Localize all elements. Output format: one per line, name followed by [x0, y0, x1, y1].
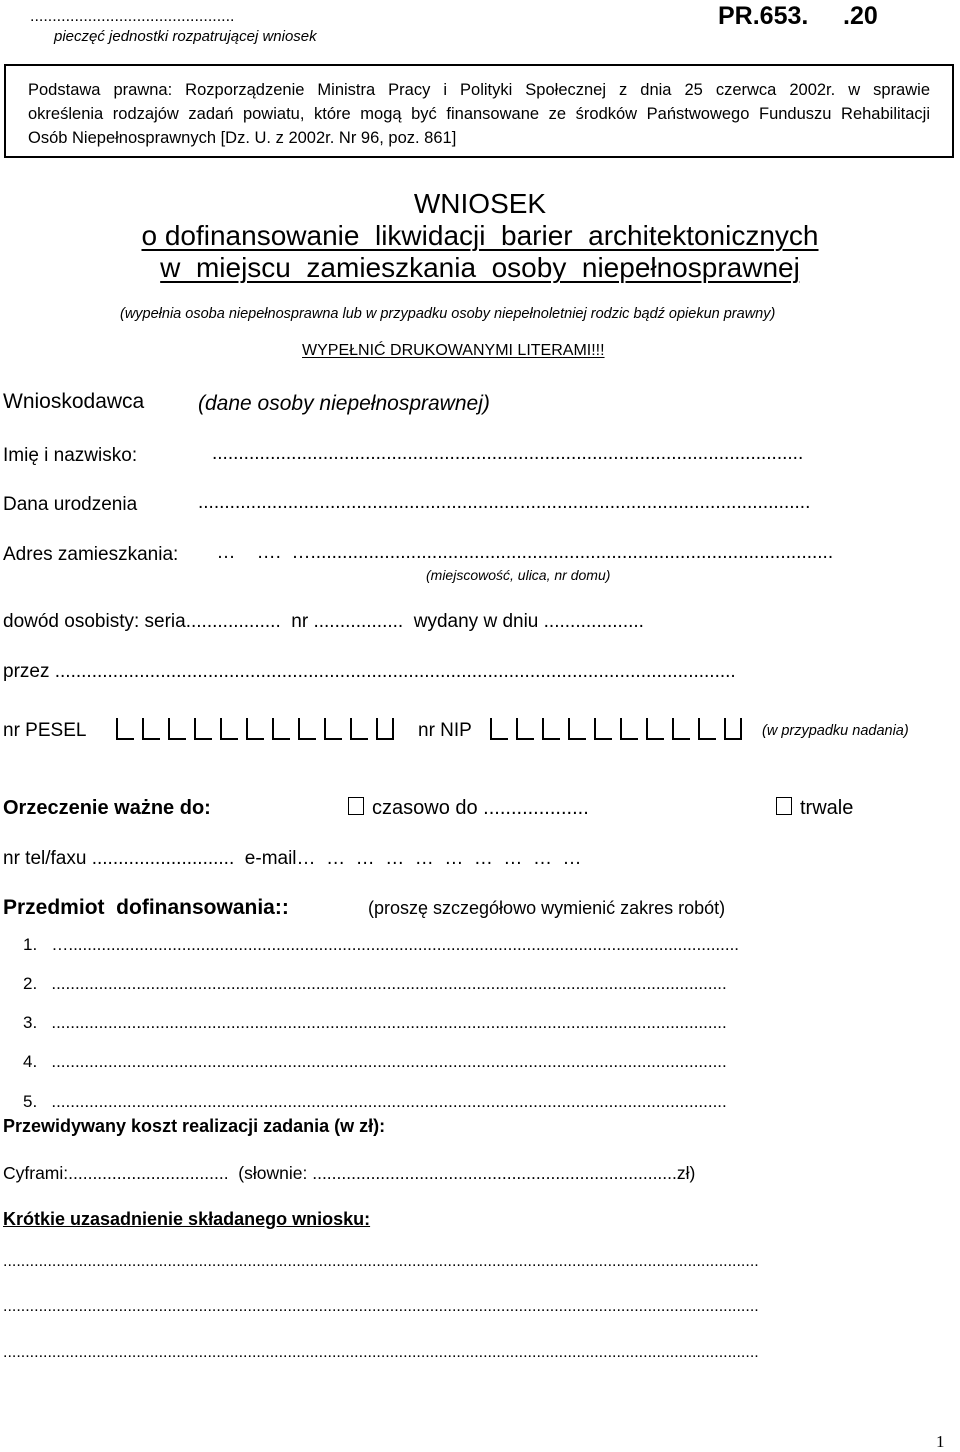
print-notice: WYPEŁNIĆ DRUKOWANYMI LITERAMI!!! [302, 342, 605, 359]
subject-item-1[interactable]: 1. ….............................................................................................................................................. [23, 935, 740, 954]
pesel-digit-box[interactable] [350, 718, 368, 740]
pesel-digit-box[interactable] [142, 718, 160, 740]
checkbox-permanent[interactable] [776, 797, 792, 815]
nip-note: (w przypadku nadania) [762, 723, 909, 739]
permanent-label: trwale [800, 797, 854, 819]
pesel-digit-box[interactable] [116, 718, 134, 740]
address-hint: (miejscowość, ulica, nr domu) [426, 567, 611, 583]
nip-digit-box[interactable] [568, 718, 586, 740]
temporary-label: czasowo do ................... [372, 797, 589, 819]
cost-label: Przewidywany koszt realizacji zadania (w zł): [3, 1116, 386, 1136]
justification-line-1[interactable]: .......................................................................................................................................................................... [3, 1253, 759, 1270]
stamp-label: pieczęć jednostki rozpatrującej wniosek [54, 28, 317, 45]
pesel-boxes[interactable] [116, 716, 402, 740]
legal-basis-box [4, 64, 954, 158]
legal-basis-line-3: Osób Niepełnosprawnych [Dz. U. z 2002r. Nr 96, poz. 861] [28, 129, 457, 147]
justification-label: Krótkie uzasadnienie składanego wniosku: [3, 1209, 371, 1229]
pesel-digit-box[interactable] [324, 718, 342, 740]
subject-item-3[interactable]: 3. ............................................................................................................................................... [23, 1013, 727, 1032]
form-subtitle-line-1: o dofinansowanie likwidacji barier architektonicznych [141, 220, 819, 251]
nip-digit-box[interactable] [646, 718, 664, 740]
subject-item-2[interactable]: 2. ............................................................................................................................................... [23, 974, 727, 993]
pesel-label: nr PESEL [3, 720, 87, 741]
stamp-dots: .............................................. [30, 8, 235, 25]
form-title: WNIOSEK [413, 188, 547, 219]
pesel-digit-box[interactable] [194, 718, 212, 740]
disability-permanent-option[interactable] [776, 797, 853, 820]
name-field[interactable]: ................................................................................................................ [212, 443, 804, 464]
justification-line-3[interactable]: .......................................................................................................................................................................... [3, 1344, 759, 1361]
nip-label: nr NIP [418, 720, 472, 741]
who-fills-note: (wypełnia osoba niepełnosprawna lub w przypadku osoby niepełnoletniej rodzic bądź opiekun prawny) [120, 306, 776, 322]
applicant-section-label: Wnioskodawca [3, 390, 145, 413]
nip-digit-box[interactable] [542, 718, 560, 740]
reference-number: PR.653. .20 [718, 2, 878, 30]
legal-basis-line-1: Podstawa prawna: Rozporządzenie Ministra Pracy i Polityki Społecznej z dnia 25 czerwca 2002r. w sprawie [28, 81, 930, 99]
subject-item-5[interactable]: 5. ............................................................................................................................................... [23, 1092, 727, 1111]
name-label: Imię i nazwisko: [3, 445, 138, 466]
legal-basis-line-2: określenia rodzajów zadań powiatu, które mogą być finansowane ze środków Państwowego Funduszu Rehabilitacji [28, 105, 930, 123]
disability-label: Orzeczenie ważne do: [3, 797, 211, 819]
address-label: Adres zamieszkania: [3, 544, 179, 565]
checkbox-temporary[interactable] [348, 797, 364, 815]
nip-digit-box[interactable] [490, 718, 508, 740]
contact-line[interactable]: nr tel/faxu ........................... e-mail… … … … … … … … … … [3, 848, 582, 869]
page-number: 1 [936, 1432, 945, 1451]
subject-item-4[interactable]: 4. ............................................................................................................................................... [23, 1052, 727, 1071]
form-subtitle-line-2: w miejscu zamieszkania osoby niepełnosprawnej [160, 252, 800, 283]
nip-digit-box[interactable] [672, 718, 690, 740]
pesel-digit-box[interactable] [376, 718, 394, 740]
nip-boxes[interactable] [490, 716, 750, 740]
nip-digit-box[interactable] [698, 718, 716, 740]
nip-digit-box[interactable] [620, 718, 638, 740]
id-issued-by[interactable]: przez ................................................................................................................................. [3, 661, 736, 682]
disability-temporary-option[interactable] [348, 797, 589, 820]
nip-digit-box[interactable] [516, 718, 534, 740]
pesel-digit-box[interactable] [168, 718, 186, 740]
pesel-digit-box[interactable] [220, 718, 238, 740]
subject-label: Przedmiot dofinansowania:: [3, 896, 289, 919]
justification-line-2[interactable]: .......................................................................................................................................................................... [3, 1298, 759, 1315]
birth-date-label: Dana urodzenia [3, 494, 138, 515]
pesel-digit-box[interactable] [246, 718, 264, 740]
id-card-line[interactable]: dowód osobisty: seria.................. nr ................. wydany w dniu ................... [3, 611, 644, 632]
pesel-digit-box[interactable] [298, 718, 316, 740]
pesel-digit-box[interactable] [272, 718, 290, 740]
subject-note: (proszę szczegółowo wymienić zakres robót) [368, 898, 726, 918]
address-field[interactable]: … …. …................................................................................................... [206, 542, 834, 563]
nip-digit-box[interactable] [594, 718, 612, 740]
birth-date-field[interactable]: .................................................................................................................... [198, 492, 811, 513]
nip-digit-box[interactable] [724, 718, 742, 740]
applicant-section-note: (dane osoby niepełnosprawnej) [198, 392, 490, 415]
cost-line[interactable]: Cyframi:................................. (słownie: ...........................................................................zł) [3, 1163, 696, 1183]
